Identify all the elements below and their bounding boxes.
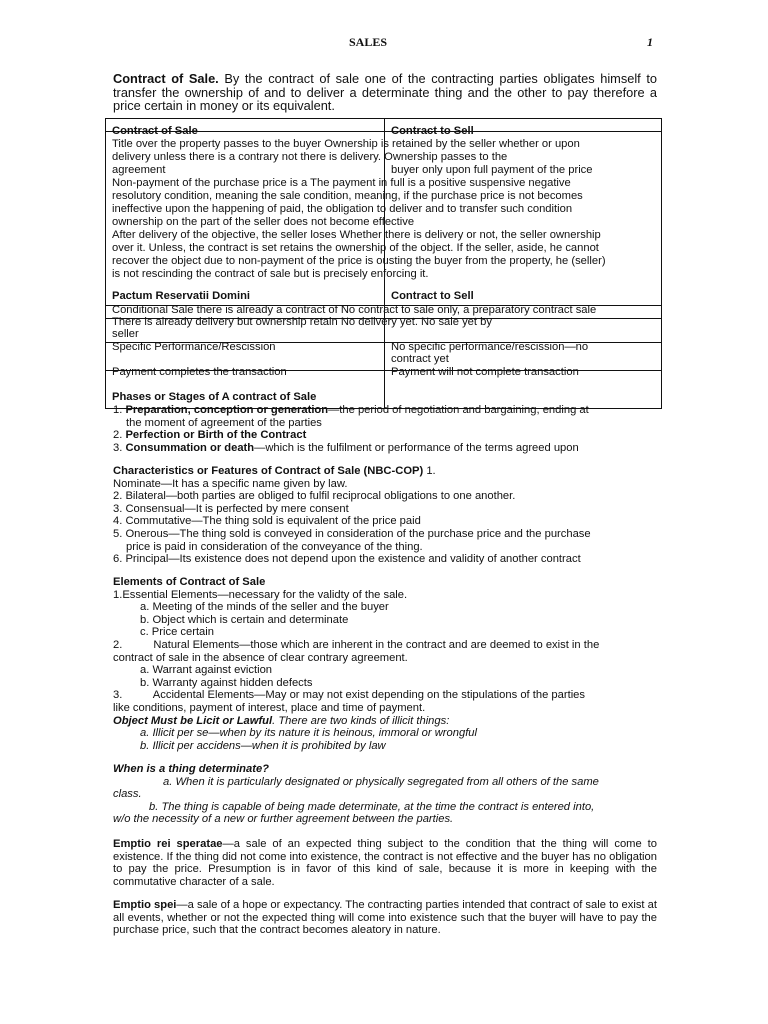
table-line: Title over the property passes to the buyer Ownership is retained by the seller whether or upon bbox=[112, 138, 580, 150]
list-item bbox=[113, 442, 657, 455]
table-line: seller bbox=[112, 328, 139, 340]
list-item: 4. Commutative—The thing sold is equivalent of the price paid bbox=[113, 515, 421, 528]
table-line: is not rescinding the contract of sale but is precisely enforcing it. bbox=[112, 268, 429, 280]
list-item: 1.Essential Elements—necessary for the validty of the sale. bbox=[113, 588, 408, 601]
table-line: Payment will not complete transaction bbox=[391, 366, 579, 378]
page-header bbox=[0, 36, 768, 52]
list-item: 2. Bilateral—both parties are obliged to fulfil reciprocal obligations to one another. bbox=[113, 490, 516, 503]
emptio-spei-text: —a sale of a hope or expectancy. The contracting parties intended that contract of sale to exist at all events, whether or not the expected thing will come into existence such that the buyer will have to pay the purchase price, such that the contract becomes aleatory in nature. bbox=[113, 899, 657, 937]
table-line: over it. Unless, the contract is set retains the ownership of the object. If the seller, aside, he cannot bbox=[112, 242, 599, 254]
comparison-table bbox=[105, 118, 662, 408]
page-number: 1 bbox=[647, 35, 653, 49]
intro-text: By the contract of sale one of the contracting parties obligates himself to transfer the ownership of and to deliver a determinate thing and the other to pay therefore a price certain in money or its equivalent. bbox=[113, 71, 657, 113]
list-item: 2. Natural Elements—those which are inherent in the contract and are deemed to exist in the bbox=[113, 638, 600, 651]
list-item: a. Illicit per se—when by its nature it is heinous, immoral or wrongful bbox=[140, 727, 478, 740]
list-item: b. Warranty against hidden defects bbox=[140, 676, 313, 689]
list-item: a. When it is particularly designated or physically segregated from all others of the same bbox=[163, 775, 599, 788]
section-title: When is a thing determinate? bbox=[113, 763, 270, 775]
list-number: 2. bbox=[113, 429, 126, 442]
licit-text: . There are two kinds of illicit things: bbox=[272, 714, 450, 727]
table-line: ineffective upon the happening of paid, the obligation to deliver and to transfer such condition bbox=[112, 203, 573, 215]
determinate-section bbox=[113, 763, 657, 826]
table-line: delivery unless there is a contrary not there is delivery. Ownership passes to the bbox=[112, 151, 508, 163]
phases-header: Phases or Stages of A contract of Sale bbox=[112, 391, 317, 403]
list-item: class. bbox=[113, 788, 142, 801]
table-rule bbox=[661, 118, 662, 408]
list-item: a. Warrant against eviction bbox=[140, 664, 273, 677]
list-number: 3. bbox=[113, 441, 126, 454]
list-item: contract of sale in the absence of clear contrary agreement. bbox=[113, 651, 408, 664]
list-item: 3. Consensual—It is perfected by mere consent bbox=[113, 502, 349, 515]
phase-text: —which is the fulfilment or performance of the terms agreed upon bbox=[254, 441, 579, 454]
pactum-header: Pactum Reservatii Domini bbox=[112, 290, 251, 302]
emptio-rei-paragraph bbox=[113, 838, 657, 888]
list-item bbox=[113, 429, 657, 442]
page-title: SALES bbox=[349, 35, 388, 49]
list-item: b. Illicit per accidens—when it is prohibited by law bbox=[140, 739, 386, 752]
intro-paragraph bbox=[113, 72, 657, 113]
emptio-rei-text: —a sale of an expected thing subject to the condition that the thing will come to existence. If the thing did not come into existence, the contract is not effective and the buyer has no obligation to pay the price. Presumption is in favor of this kind of sale, because it is more in keeping with the commutative character of a sale. bbox=[113, 838, 657, 888]
licit-term: Object Must be Licit or Lawful bbox=[113, 714, 273, 727]
table-line: After delivery of the objective, the seller loses Whether there is delivery or not, the seller ownership bbox=[112, 229, 601, 241]
list-item: like conditions, payment of interest, place and time of payment. bbox=[113, 701, 426, 714]
intro-term: Contract of Sale. bbox=[113, 71, 219, 86]
elements-section bbox=[113, 576, 657, 752]
emptio-spei-paragraph bbox=[113, 899, 657, 937]
list-item: b. Object which is certain and determinate bbox=[140, 613, 349, 626]
phases-list bbox=[113, 404, 657, 454]
list-item: a. Meeting of the minds of the seller and the buyer bbox=[140, 601, 389, 614]
list-item bbox=[113, 404, 657, 417]
table-rule bbox=[105, 118, 106, 408]
heading-suffix: 1. bbox=[423, 465, 436, 477]
phase-text: —the period of negotiation and bargaining, ending at bbox=[328, 404, 589, 416]
section-heading bbox=[113, 465, 657, 478]
list-number: 1. bbox=[113, 404, 126, 416]
table-line: No specific performance/rescission—no bbox=[391, 341, 589, 353]
table-line: Specific Performance/Rescission bbox=[112, 341, 276, 353]
table-line: contract yet bbox=[391, 353, 449, 365]
table-line: recover the object due to non-payment of the price is ousting the buyer from the property, he (seller) bbox=[112, 255, 606, 267]
list-item: w/o the necessity of a new or further agreement between the parties. bbox=[113, 813, 454, 826]
phase-term: Perfection or Birth of the Contract bbox=[125, 429, 307, 442]
table-line: agreement bbox=[112, 164, 166, 176]
phase-term: Consummation or death bbox=[125, 441, 255, 454]
list-item: 3. Accidental Elements—May or may not exist depending on the stipulations of the parties bbox=[113, 689, 585, 702]
table-line: buyer only upon full payment of the price bbox=[391, 164, 593, 176]
table-line: There is already delivery but ownership retain No delivery yet. No sale yet by bbox=[112, 316, 492, 328]
table-line: ownership on the part of the seller does not become effective bbox=[112, 216, 415, 228]
table-line: Non-payment of the purchase price is a The payment in full is a positive suspensive negative bbox=[112, 177, 571, 189]
list-item: Nominate—It has a specific name given by law. bbox=[113, 477, 348, 490]
list-item: 5. Onerous—The thing sold is conveyed in consideration of the purchase price and the purchase bbox=[113, 527, 591, 540]
list-item bbox=[113, 417, 657, 430]
licit-heading bbox=[113, 715, 657, 728]
table-line: Conditional Sale there is already a contract of No contract to sale only, a preparatory contract sale bbox=[112, 304, 597, 316]
emptio-spei-term: Emptio spei bbox=[113, 899, 177, 911]
table-line: resolutory condition, meaning the sale condition, meaning, if the purchase price is not becomes bbox=[112, 190, 583, 202]
pactum-col2-header: Contract to Sell bbox=[391, 290, 474, 302]
table-line: Payment completes the transaction bbox=[112, 366, 287, 378]
list-item: c. Price certain bbox=[140, 626, 214, 639]
phase-text: the moment of agreement of the parties bbox=[126, 416, 322, 429]
list-item: price is paid in consideration of the conveyance of the thing. bbox=[126, 540, 423, 553]
phase-term: Preparation, conception or generation bbox=[125, 404, 329, 416]
list-item: 6. Principal—Its existence does not depend upon the existence and validity of another contract bbox=[113, 553, 581, 566]
col2-header: Contract to Sell bbox=[391, 125, 474, 137]
section-title: Elements of Contract of Sale bbox=[113, 576, 266, 588]
characteristics-section bbox=[113, 465, 657, 566]
emptio-rei-term: Emptio rei speratae bbox=[113, 838, 223, 850]
col1-header: Contract of Sale bbox=[112, 125, 198, 137]
section-title: Characteristics or Features of Contract of Sale (NBC-COP) bbox=[113, 465, 424, 477]
list-item: b. The thing is capable of being made determinate, at the time the contract is entered into, bbox=[149, 800, 595, 813]
